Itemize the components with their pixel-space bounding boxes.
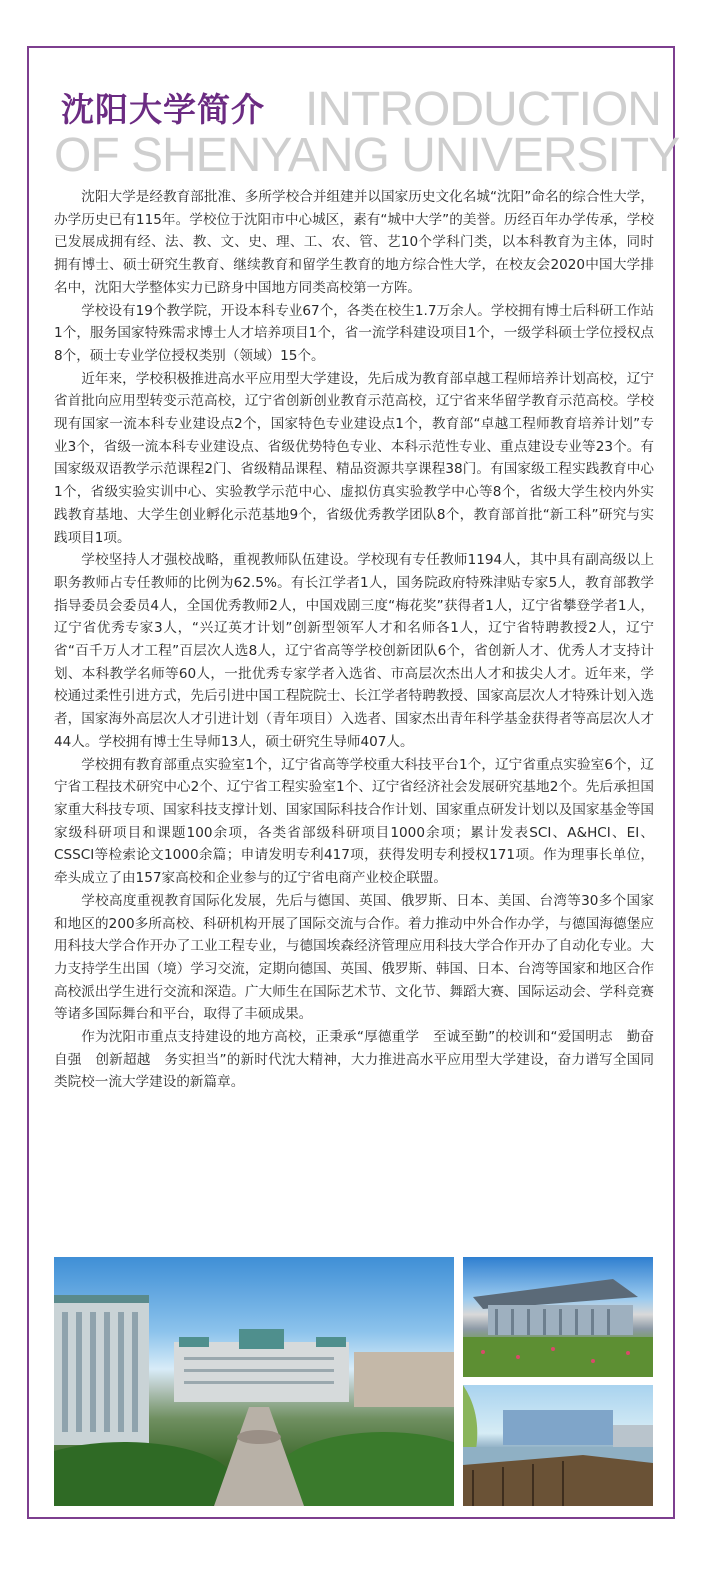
intro-body (54, 186, 654, 1094)
paragraph-colleges: 学校设有19个教学院，开设本科专业67个，各类在校生1.7万余人。学校拥有博士后科研工作站1个，服务国家特殊需求博士人才培养项目1个，省一流学科建设项目1个，一级学科硕士学位授权点8个，硕士专业学位授权类别（领域）15个。 (54, 302, 654, 364)
paragraph-research: 学校拥有教育部重点实验室1个，辽宁省高等学校重大科技平台1个，辽宁省重点实验室6个，辽宁省工程技术研究中心2个、辽宁省工程实验室1个、辽宁省经济社会发展研究基地2个。先后承担国家重大科技专项、国家科技支撑计划、国家国际科技合作计划、国家重点研发计划以及国家基金等国家级科研项目和课题100余项，各类省部级科研项目1000余项；累计发表SCI、A&HCI、EI、CSSCI等检索论文1000余篇；申请发明专利417项，获得发明专利授权171项。作为理事长单位，牵头成立了由157家高校和企业参与的辽宁省电商产业校企联盟。 (54, 756, 654, 887)
paragraph-teaching: 近年来，学校积极推进高水平应用型大学建设，先后成为教育部卓越工程师培养计划高校，辽宁省首批向应用型转变示范高校，辽宁省创新创业教育示范高校，辽宁省来华留学教育示范高校。学校现有国家一流本科专业建设点2个，国家特色专业建设点1个，教育部“卓越工程师教育培养计划”专业3个，省级一流本科专业建设点、省级优势特色专业、本科示范性专业、重点建设专业等23个。有国家级双语教学示范课程2门、省级精品课程、精品资源共享课程38门。有国家级工程实践教育中心1个，省级实验实训中心、实验教学示范中心、虚拟仿真实验教学中心等8个，省级大学生校内外实践教育基地、大学生创业孵化示范基地9个，省级优秀教学团队8个，教育部首批“新工科”研究与实践项目1项。 (54, 370, 654, 546)
english-title-line-2: OF SHENYANG UNIVERSITY (54, 129, 680, 182)
campus-aerial-photo (54, 1257, 454, 1506)
paragraph-faculty: 学校坚持人才强校战略，重视教师队伍建设。学校现有专任教师1194人，其中具有副高级以上职务教师占专任教师的比例为62.5%。有长江学者1人，国务院政府特殊津贴专家5人，教育部教学指导委员会委员4人，全国优秀教师2人，中国戏剧三度“梅花奖”获得者1人，辽宁省攀登学者1人，辽宁省优秀专家3人，“兴辽英才计划”创新型领军人才和名师各1人，辽宁省特聘教授2人，辽宁省“百千万人才工程”百层次人选8人，辽宁省高等学校创新团队6个，省创新人才、优秀人才支持计划、本科教学名师等60人，一批优秀专家学者入选省、市高层次杰出人才和拔尖人才。近年来，学校通过柔性引进方式，先后引进中国工程院院士、长江学者特聘教授、国家高层次人才特殊计划入选者，国家海外高层次人才引进计划（青年项目）入选者、国家杰出青年科学基金获得者等高层次人才44人。学校拥有博士生导师13人，硕士研究生导师407人。 (54, 552, 654, 750)
campus-aerial-illustration (54, 1257, 454, 1506)
building-photo (463, 1257, 653, 1377)
page-title: 沈阳大学简介 (61, 90, 265, 129)
paragraph-overview: 沈阳大学是经教育部批准、多所学校合并组建并以国家历史文化名城“沈阳”命名的综合性大学，办学历史已有115年。学校位于沈阳市中心城区，素有“城中大学”的美誉。历经百年办学传承，学校已发展成拥有经、法、教、文、史、理、工、农、管、艺10个学科门类，以本科教育为主体，同时拥有博士、硕士研究生教育、继续教育和留学生教育的地方综合性大学，在校友会2020中国大学排名中，沈阳大学整体实力已跻身中国地方同类高校第一方阵。 (54, 189, 654, 296)
lakeside-illustration (463, 1385, 653, 1506)
lakeside-photo (463, 1385, 653, 1506)
paragraph-vision: 作为沈阳市重点支持建设的地方高校，正秉承“厚德重学 至诚至勤”的校训和“爱国明志 勤奋自强 创新超越 务实担当”的新时代沈大精神，大力推进高水平应用型大学建设，奋力谱写全国同类院校一流大学建设的新篇章。 (54, 1029, 654, 1091)
building-illustration (463, 1257, 653, 1377)
paragraph-international: 学校高度重视教育国际化发展，先后与德国、英国、俄罗斯、日本、美国、台湾等30多个国家和地区的200多所高校、科研机构开展了国际交流与合作。着力推动中外合作办学，与德国海德堡应用科技大学合作开办了工业工程专业，与德国埃森经济管理应用科技大学合作开办了自动化专业。大力支持学生出国（境）学习交流，定期向德国、英国、俄罗斯、韩国、日本、台湾等国家和地区合作高校派出学生进行交流和深造。广大师生在国际艺术节、文化节、舞蹈大赛、国际运动会、学科竞赛等诸多国际舞台和平台，取得了丰硕成果。 (54, 892, 654, 1023)
english-title-line-1: INTRODUCTION (305, 83, 661, 136)
